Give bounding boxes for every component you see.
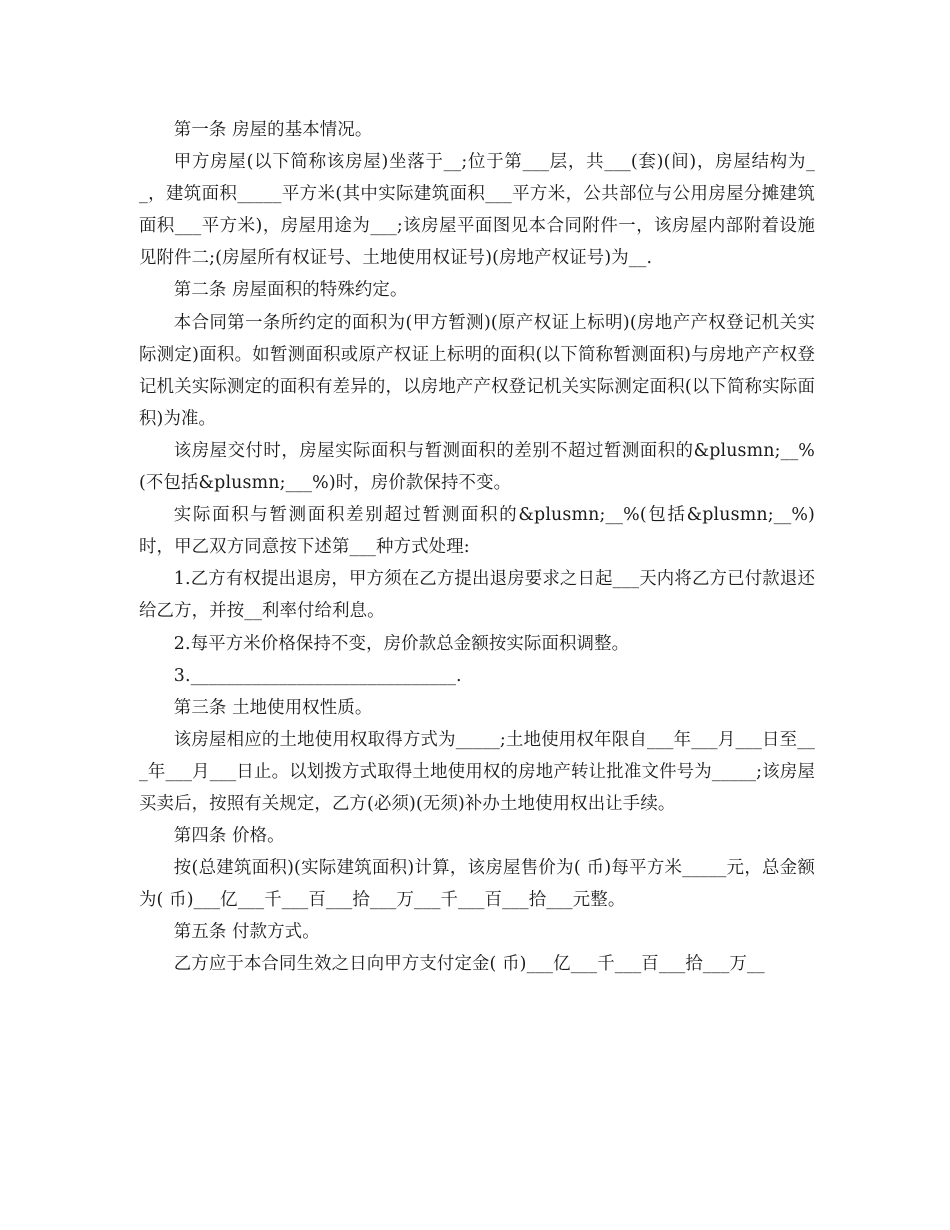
article-1-heading: 第一条 房屋的基本情况。 (173, 120, 373, 140)
article-3-body: 该房屋相应的土地使用权取得方式为_____;土地使用权年限自___年___月___日至___年___月___日止。以划拨方式取得土地使用权的房地产转让批准文件号为_____;该房屋买卖后，按照有关规定，乙方(必须)(无须)补办土地使用权出让手续。 (139, 729, 815, 814)
option-3: 3.______________________________. (173, 665, 462, 686)
article-3-heading: 第三条 土地使用权性质。 (173, 697, 373, 718)
article-5-heading: 第五条 付款方式。 (173, 922, 320, 943)
article-2-body: 本合同第一条所约定的面积为(甲方暂测)(原产权证上标明)(房地产产权登记机关实际测定)面积。如暂测面积或原产权证上标明的面积(以下简称暂测面积)与房地产产权登记机关实际测定的面积有差异的，以房地产产权登记机关实际测定面积(以下简称实际面积)为准。 (139, 312, 815, 429)
article-4-body: 按(总建筑面积)(实际建筑面积)计算，该房屋售价为( 币)每平方米_____元，总金额为( 币)___亿___千___百___拾___万___千___百___拾___元整。 (139, 858, 815, 911)
article-4-heading: 第四条 价格。 (173, 826, 285, 847)
contract-page (139, 114, 815, 981)
area-tolerance-paragraph: 该房屋交付时，房屋实际面积与暂测面积的差别不超过暂测面积的&plusmn;__%(不包括&plusmn;___%)时，房价款保持不变。 (139, 440, 815, 494)
article-2-heading: 第二条 房屋面积的特殊约定。 (173, 280, 408, 301)
option-2: 2.每平方米价格保持不变，房价款总金额按实际面积调整。 (173, 633, 630, 654)
article-5-body: 乙方应于本合同生效之日向甲方支付定金( 币)___亿___千___百___拾___万__ (173, 954, 765, 975)
area-exceed-paragraph: 实际面积与暂测面积差别超过暂测面积的&plusmn;__%(包括&plusmn;__%)时，甲乙双方同意按下述第___种方式处理: (139, 505, 815, 558)
option-1: 1.乙方有权提出退房，甲方须在乙方提出退房要求之日起___天内将乙方已付款退还给乙方，并按__利率付给利息。 (139, 569, 815, 622)
article-1-body: 甲方房屋(以下简称该房屋)坐落于__;位于第___层，共___(套)(间)，房屋结构为__，建筑面积_____平方米(其中实际建筑面积___平方米，公共部位与公用房屋分摊建筑面积___平方米)，房屋用途为___;该房屋平面图见本合同附件一，该房屋内部附着设施见附件二;(房屋所有权证号、土地使用权证号)(房地产权证号)为__. (139, 152, 815, 269)
